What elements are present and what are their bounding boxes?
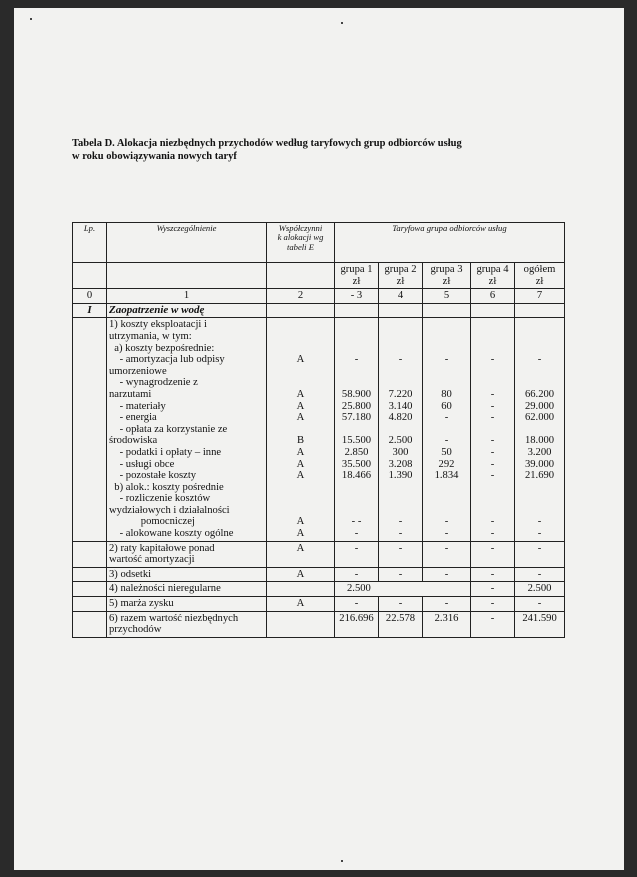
- group-unit: zł: [396, 275, 405, 287]
- description-line: pomocniczej: [109, 516, 195, 528]
- group-3-value: 2.316: [423, 611, 471, 637]
- group-name: ogółem: [523, 264, 556, 275]
- group-1-value: -: [335, 541, 379, 567]
- description-line: umorzeniowe: [109, 365, 167, 377]
- empty-cell: [107, 263, 267, 289]
- empty-cell: [423, 303, 471, 318]
- group-2-values: [379, 318, 423, 541]
- header-wyszczegolnienie: Wyszczególnienie: [107, 223, 267, 263]
- empty-cell: [335, 303, 379, 318]
- allocation-table: [72, 222, 565, 638]
- description-line: narzutami: [109, 388, 152, 400]
- group-4-value-line: -: [490, 388, 495, 400]
- group-unit: zł: [352, 275, 361, 287]
- group-4-value-line: -: [490, 470, 495, 482]
- group-4-value-line: [473, 331, 512, 343]
- description-line: - alokowane koszty ogólne: [109, 528, 234, 540]
- coefficient-line: [269, 377, 332, 389]
- group-1-value-line: [337, 424, 376, 436]
- total-value-line: 3.200: [527, 446, 552, 458]
- group-4-value: -: [471, 597, 515, 612]
- coefficient-line: [269, 505, 332, 517]
- total-value-line: 39.000: [524, 458, 555, 470]
- total-value-line: [517, 424, 562, 436]
- coefficient-line: B: [296, 435, 305, 447]
- group-3-value-line: [425, 366, 468, 378]
- razem-row: [73, 611, 565, 637]
- group-2-value-line: [381, 319, 420, 331]
- naleznosci-row: [73, 582, 565, 597]
- group-3-value-line: -: [444, 516, 449, 528]
- total-header: [515, 263, 565, 289]
- coefficient-line: [269, 366, 332, 378]
- group-1-value-line: 25.800: [341, 400, 372, 412]
- group-name: grupa 3: [430, 264, 463, 275]
- group-4-value-line: -: [490, 412, 495, 424]
- group-unit: zł: [488, 275, 497, 287]
- group-3-value-line: [425, 331, 468, 343]
- empty-cell: [73, 318, 107, 541]
- group-3-value-line: 292: [438, 458, 455, 470]
- group-2-value-line: 1.390: [388, 470, 413, 482]
- coefficient-line: A: [296, 470, 305, 482]
- marza-label: 5) marża zysku: [107, 597, 267, 612]
- marza-row: [73, 597, 565, 612]
- group-3-value-line: 1.834: [434, 470, 459, 482]
- group-3-value-line: -: [444, 412, 449, 424]
- group-2-value-line: 2.500: [388, 435, 413, 447]
- group-1-value-line: 58.900: [341, 388, 372, 400]
- total-value-line: [517, 482, 562, 494]
- group-1-value: 216.696: [335, 611, 379, 637]
- group-2-header: [379, 263, 423, 289]
- group-2-value-line: [381, 331, 420, 343]
- group-4-value-line: -: [490, 528, 495, 540]
- coefficient-line: [269, 319, 332, 331]
- group-4-header: [471, 263, 515, 289]
- total-value-line: 29.000: [524, 400, 555, 412]
- group-2-value-line: [381, 366, 420, 378]
- group-3-header: [423, 263, 471, 289]
- group-3-value-line: [425, 505, 468, 517]
- section-lp: I: [73, 303, 107, 318]
- total-value-line: 62.000: [524, 412, 555, 424]
- description-line: - opłata za korzystanie ze: [109, 423, 228, 435]
- coefficient-line: A: [296, 400, 305, 412]
- group-3-value-line: [425, 482, 468, 494]
- coefficient-line: A: [296, 446, 305, 458]
- column-number-row: [73, 289, 565, 304]
- empty-cell: [73, 597, 107, 612]
- group-name: grupa 4: [476, 264, 509, 275]
- coefficient: A: [267, 541, 335, 567]
- title-line: w roku obowiązywania nowych taryf: [72, 151, 237, 162]
- description-line: - podatki i opłaty – inne: [109, 446, 222, 458]
- group-4-value-line: [473, 377, 512, 389]
- description-line: - materiały: [109, 400, 166, 412]
- group-4-value-line: -: [490, 516, 495, 528]
- label-line: przychodów: [109, 624, 162, 636]
- group-4-value-line: [473, 424, 512, 436]
- label-line: wartość amortyzacji: [109, 554, 195, 566]
- group-1-header: [335, 263, 379, 289]
- empty-cell: [73, 611, 107, 637]
- group-1-value-line: 15.500: [341, 435, 372, 447]
- group-4-values: [471, 318, 515, 541]
- group-2-value-line: [381, 505, 420, 517]
- empty-cell: [73, 263, 107, 289]
- coefficient-line: A: [296, 412, 305, 424]
- costs-block-row: [73, 318, 565, 541]
- naleznosci-label: 4) należności nieregularne: [107, 582, 267, 597]
- empty-cell: [515, 303, 565, 318]
- odsetki-label: 3) odsetki: [107, 567, 267, 582]
- group-unit: zł: [535, 275, 544, 287]
- group-3-values: [423, 318, 471, 541]
- total-value-line: -: [537, 516, 542, 528]
- group-4-value: -: [471, 611, 515, 637]
- odsetki-row: [73, 567, 565, 582]
- group-1-value-line: 57.180: [341, 412, 372, 424]
- scan-speck: [341, 860, 343, 862]
- group-4-value-line: -: [490, 354, 495, 366]
- total-values: [515, 318, 565, 541]
- group-1-value-line: [337, 319, 376, 331]
- group-4-value-line: [473, 505, 512, 517]
- total-value-line: [517, 493, 562, 505]
- empty-cell: [267, 303, 335, 318]
- coefficient-line: A: [296, 516, 305, 528]
- group-header-row: [73, 263, 565, 289]
- total-value-line: [517, 331, 562, 343]
- group-4-value-line: -: [490, 446, 495, 458]
- header-line: tabeli E: [287, 241, 314, 252]
- column-number: 4: [379, 289, 423, 304]
- group-2-value: -: [379, 541, 423, 567]
- group-1-values: [335, 318, 379, 541]
- group-2-value-line: 300: [392, 446, 409, 458]
- coefficient-line: [269, 493, 332, 505]
- raty-row: [73, 541, 565, 567]
- group-3-value-line: 50: [441, 446, 452, 458]
- coefficient-line: [269, 343, 332, 355]
- description-line: - usługi obce: [109, 458, 175, 470]
- total-value-line: 18.000: [524, 435, 555, 447]
- group-2-value-line: [381, 493, 420, 505]
- group-2-value-line: -: [398, 516, 403, 528]
- empty-cell: [471, 303, 515, 318]
- description-line: a) koszty bezpośrednie:: [109, 342, 215, 354]
- total-value-line: 21.690: [524, 470, 555, 482]
- group-2-value-line: 3.208: [388, 458, 413, 470]
- empty-cell: [267, 263, 335, 289]
- group-2-value-line: -: [398, 354, 403, 366]
- group-1-value-line: [337, 377, 376, 389]
- group-name: grupa 2: [384, 264, 417, 275]
- group-1-value: -: [335, 567, 379, 582]
- group-1-value-line: 35.500: [341, 458, 372, 470]
- coefficient: A: [267, 597, 335, 612]
- group-2-value-line: [381, 482, 420, 494]
- total-value-line: [517, 505, 562, 517]
- empty-cell: [73, 567, 107, 582]
- group-3-value-line: -: [444, 528, 449, 540]
- coefficient-line: [269, 482, 332, 494]
- group-1-value-line: -: [354, 354, 359, 366]
- group-1-value-line: -: [354, 528, 359, 540]
- column-number: 7: [515, 289, 565, 304]
- coefficient-line: [269, 331, 332, 343]
- total-value-line: [517, 319, 562, 331]
- group-1-value-line: [337, 331, 376, 343]
- group-3-value-line: -: [444, 435, 449, 447]
- group-3-value-line: 60: [441, 400, 452, 412]
- group-1-value: -: [335, 597, 379, 612]
- header-wspolczynnik: [267, 223, 335, 263]
- group-2-value-line: 3.140: [388, 400, 413, 412]
- coefficient-line: A: [296, 388, 305, 400]
- group-2-value-line: [381, 424, 420, 436]
- description-line: - rozliczenie kosztów: [109, 493, 211, 505]
- group-4-value-line: [473, 493, 512, 505]
- column-number: 5: [423, 289, 471, 304]
- group-2-value: 22.578: [379, 611, 423, 637]
- group-1-value-line: [337, 343, 376, 355]
- group-1-value-line: [337, 366, 376, 378]
- group-1-value-line: - -: [351, 516, 362, 528]
- costs-description: [107, 318, 267, 541]
- group-name: grupa 1: [340, 264, 373, 275]
- group-4-value-line: -: [490, 458, 495, 470]
- coefficient: A: [267, 567, 335, 582]
- raty-label: [107, 541, 267, 567]
- total-value: -: [515, 541, 565, 567]
- header-line: Współczynni: [278, 223, 323, 233]
- total-value: -: [515, 567, 565, 582]
- group-1-value-line: [337, 493, 376, 505]
- description-line: wydziałowych i działalności: [109, 504, 230, 516]
- coefficient: [267, 582, 335, 597]
- group-4-value-line: -: [490, 400, 495, 412]
- group-4-value: -: [471, 582, 515, 597]
- group-3-value: -: [423, 567, 471, 582]
- group-4-value-line: [473, 482, 512, 494]
- total-value: -: [515, 597, 565, 612]
- column-number: - 3: [335, 289, 379, 304]
- group-4-value: -: [471, 541, 515, 567]
- group-2-value-line: 7.220: [388, 388, 413, 400]
- empty-cell: [379, 303, 423, 318]
- header-line: k alokacji wg: [277, 232, 324, 243]
- group-2-value-line: [381, 343, 420, 355]
- description-line: 1) koszty eksploatacji i: [109, 319, 207, 331]
- total-value: 2.500: [515, 582, 565, 597]
- coefficient-line: A: [296, 528, 305, 540]
- section-row: [73, 303, 565, 318]
- group-3-value-line: [425, 319, 468, 331]
- total-value-line: 66.200: [524, 388, 555, 400]
- empty-cell: [73, 541, 107, 567]
- coefficient-line: A: [296, 354, 305, 366]
- group-2-value-line: 4.820: [388, 412, 413, 424]
- group-unit: zł: [442, 275, 451, 287]
- total-value: 241.590: [515, 611, 565, 637]
- group-3-value: -: [423, 541, 471, 567]
- group-2-value: -: [379, 597, 423, 612]
- total-value-line: [517, 377, 562, 389]
- coefficient-line: [269, 424, 332, 436]
- group-3-value-line: 80: [441, 388, 452, 400]
- group-2-value-line: -: [398, 528, 403, 540]
- group-3-value-line: [425, 424, 468, 436]
- description-line: utrzymania, w tym:: [109, 330, 192, 342]
- group-3-value-line: [425, 343, 468, 355]
- group-4-value: -: [471, 567, 515, 582]
- group-3-value: -: [423, 597, 471, 612]
- description-line: - amortyzacja lub odpisy: [109, 354, 225, 366]
- column-number: 6: [471, 289, 515, 304]
- column-number: 1: [107, 289, 267, 304]
- header-row: [73, 223, 565, 263]
- label-line: 2) raty kapitałowe ponad: [109, 542, 215, 554]
- total-value-line: -: [537, 354, 542, 366]
- scan-speck: [30, 18, 32, 20]
- coefficient-line: A: [296, 458, 305, 470]
- description-line: - wynagrodzenie z: [109, 377, 198, 389]
- razem-label: [107, 611, 267, 637]
- empty-cell: [73, 582, 107, 597]
- scan-speck: [341, 22, 343, 24]
- group-4-value-line: [473, 343, 512, 355]
- group-4-value-line: [473, 366, 512, 378]
- group-2-value: -: [379, 567, 423, 582]
- column-number: 2: [267, 289, 335, 304]
- coefficient: [267, 611, 335, 637]
- group-3-value-line: [425, 493, 468, 505]
- group-3-value-line: -: [444, 354, 449, 366]
- section-label: Zaopatrzenie w wodę: [107, 303, 267, 318]
- total-value-line: -: [537, 528, 542, 540]
- description-line: b) alok.: koszty pośrednie: [109, 481, 224, 493]
- group-1-value-line: 18.466: [341, 470, 372, 482]
- description-line: - pozostałe koszty: [109, 470, 197, 482]
- group-2-value-line: [381, 377, 420, 389]
- total-value-line: [517, 366, 562, 378]
- total-value-line: [517, 343, 562, 355]
- group-1-value-line: [337, 482, 376, 494]
- description-line: - energia: [109, 412, 157, 424]
- group-1-value: 2.500: [335, 582, 471, 597]
- group-1-value-line: [337, 505, 376, 517]
- table-title: [72, 137, 572, 163]
- label-line: 6) razem wartość niezbędnych: [109, 612, 239, 624]
- coefficient-column: [267, 318, 335, 541]
- title-line: Tabela D. Alokacja niezbędnych przychodów według taryfowych grup odbiorców usług: [72, 138, 462, 149]
- header-lp: Lp.: [73, 223, 107, 263]
- description-line: środowiska: [109, 435, 158, 447]
- group-4-value-line: -: [490, 435, 495, 447]
- column-number: 0: [73, 289, 107, 304]
- group-1-value-line: 2.850: [344, 446, 369, 458]
- header-taryfowa: Taryfowa grupa odbiorców usług: [335, 223, 565, 263]
- group-3-value-line: [425, 377, 468, 389]
- group-4-value-line: [473, 319, 512, 331]
